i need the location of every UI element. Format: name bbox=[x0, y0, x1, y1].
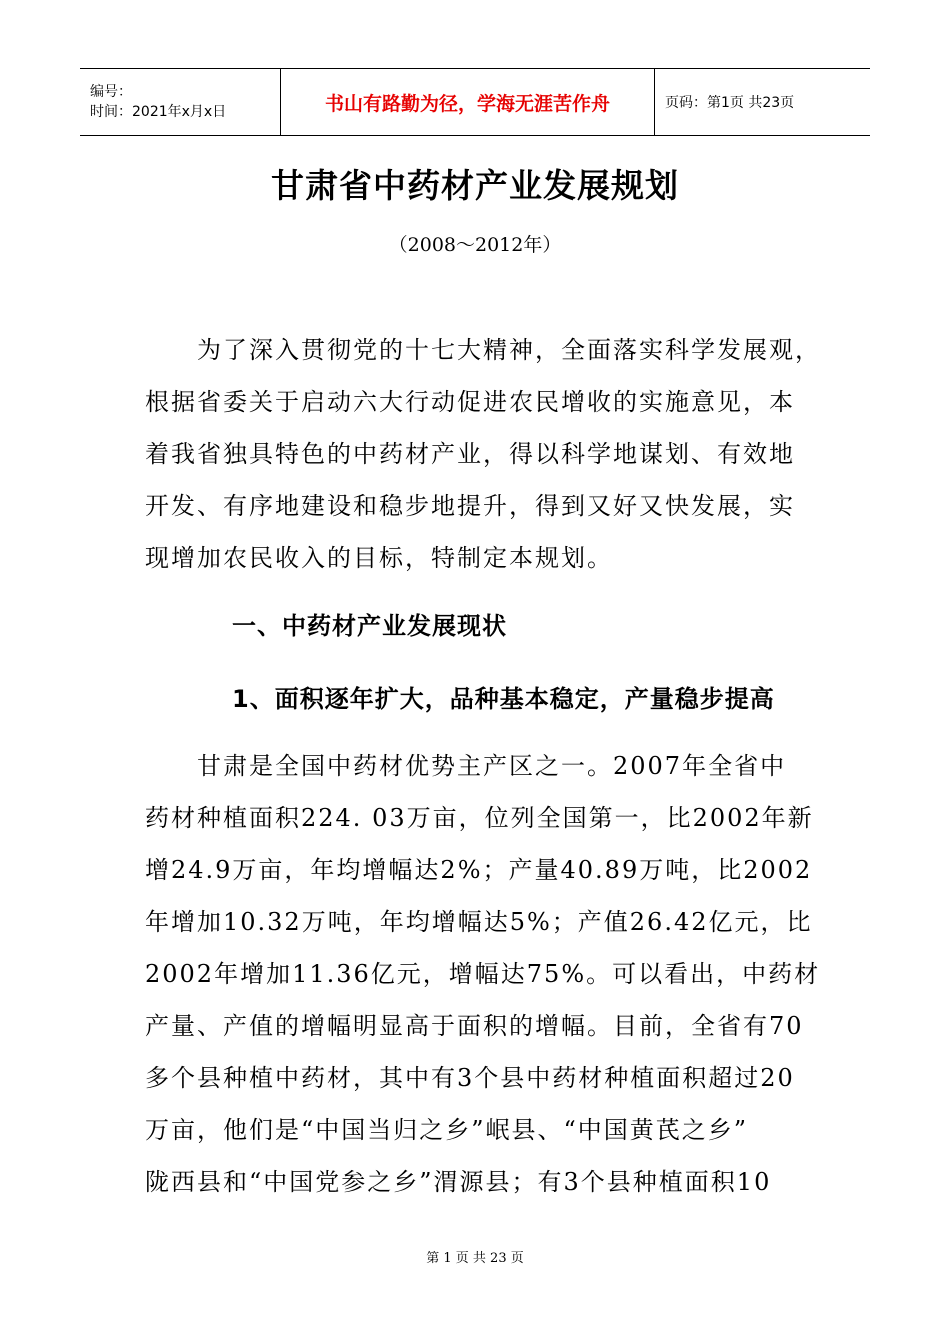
header-table bbox=[80, 68, 870, 136]
text-line: 为了深入贯彻党的十七大精神，全面落实科学发展观， bbox=[145, 336, 821, 364]
text-line: 开发、有序地建设和稳步地提升，得到又好又快发展，实 bbox=[145, 492, 795, 520]
text-line: 2002年增加11.36亿元，增幅达75%。可以看出，中药材 bbox=[145, 960, 821, 988]
motto-text: 书山有路勤为径，学海无涯苦作舟 bbox=[324, 92, 610, 115]
page-info: 页码：第1页 共23页 bbox=[665, 95, 795, 111]
document-subtitle: （2008～2012年） bbox=[388, 234, 562, 256]
text-line: 增24.9万亩，年均增幅达2%；产量40.89万吨，比2002 bbox=[145, 856, 813, 884]
header-page-cell bbox=[655, 69, 870, 135]
document-title: 甘肃省中药材产业发展规划 bbox=[271, 166, 679, 205]
text-line: 根据省委关于启动六大行动促进农民增收的实施意见，本 bbox=[145, 388, 795, 416]
number-label: 编号： bbox=[90, 84, 132, 100]
section-heading: 一、中药材产业发展现状 bbox=[232, 612, 507, 640]
header-meta bbox=[80, 69, 280, 135]
text-line: 现增加农民收入的目标，特制定本规划。 bbox=[145, 544, 613, 572]
subsection-heading: 1、面积逐年扩大，品种基本稳定，产量稳步提高 bbox=[232, 685, 775, 713]
body-paragraph bbox=[145, 740, 825, 1208]
text-line: 药材种植面积224. 03万亩，位列全国第一，比2002年新 bbox=[145, 804, 814, 832]
header-motto-cell bbox=[280, 69, 655, 135]
text-line: 万亩，他们是“中国当归之乡”岷县、“中国黄芪之乡” bbox=[145, 1116, 749, 1144]
text-line: 陇西县和“中国党参之乡”渭源县；有3个县种植面积10 bbox=[145, 1168, 772, 1196]
page-footer: 第 1 页 共 23 页 bbox=[426, 1251, 524, 1266]
text-line: 甘肃是全国中药材优势主产区之一。2007年全省中 bbox=[145, 752, 787, 780]
intro-paragraph bbox=[145, 324, 825, 584]
text-line: 年增加10.32万吨，年均增幅达5%；产值26.42亿元，比 bbox=[145, 908, 813, 936]
text-line: 多个县种植中药材，其中有3个县中药材种植面积超过20 bbox=[145, 1064, 795, 1092]
text-line: 着我省独具特色的中药材产业，得以科学地谋划、有效地 bbox=[145, 440, 795, 468]
text-line: 产量、产值的增幅明显高于面积的增幅。目前，全省有70 bbox=[145, 1012, 804, 1040]
time-label: 时间：2021年x月x日 bbox=[90, 104, 227, 120]
